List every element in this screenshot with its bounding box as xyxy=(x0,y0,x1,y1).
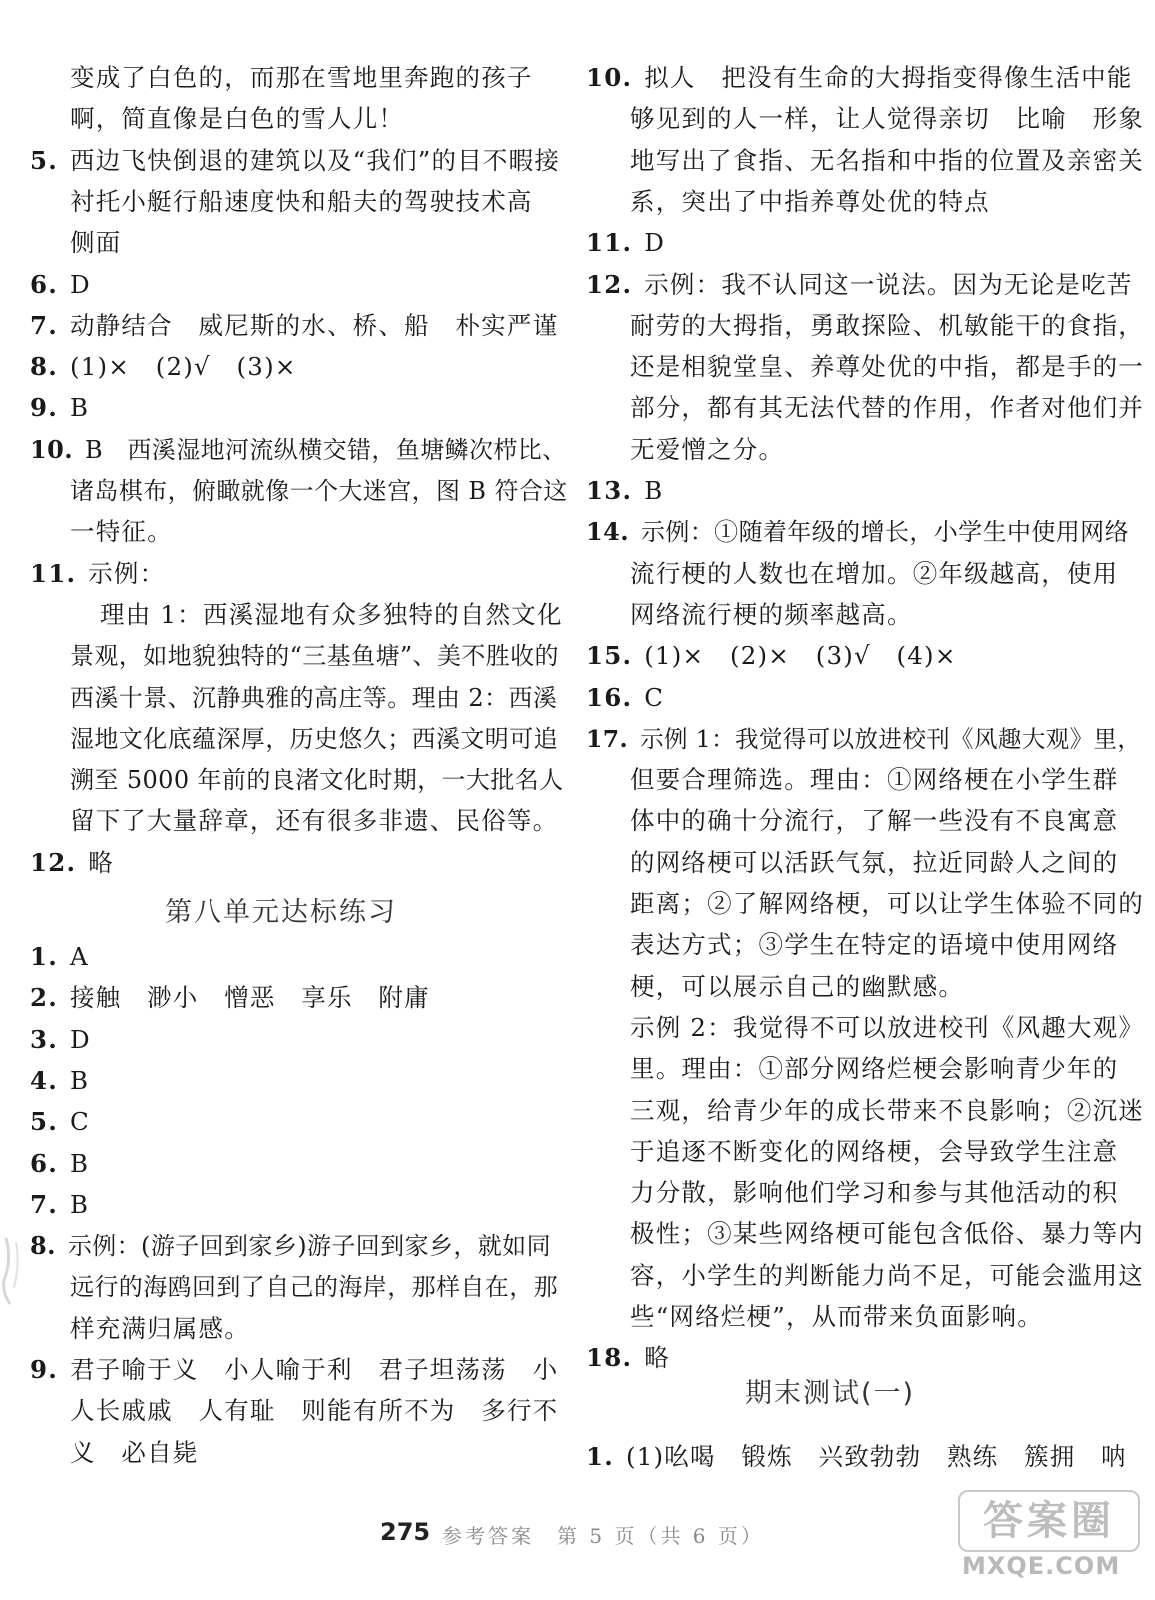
answer-text: 梗，可以展示自己的幽默感。 xyxy=(630,971,965,1001)
question-number: 8. xyxy=(30,1231,56,1261)
answer-line xyxy=(586,1437,1127,1477)
answer-line xyxy=(70,801,558,841)
answer-line xyxy=(70,1391,558,1431)
answer-line xyxy=(70,1267,558,1307)
answer-line xyxy=(30,1102,90,1142)
answer-line xyxy=(30,347,297,387)
answer-text: B xyxy=(69,1189,90,1219)
answer-line xyxy=(630,595,913,635)
answer-line xyxy=(70,512,173,552)
answer-line xyxy=(630,141,1144,181)
answer-line xyxy=(630,1214,1144,1254)
answer-text: 些“网络烂梗”，从而带来负面影响。 xyxy=(630,1302,1043,1331)
answer-line xyxy=(630,1091,1144,1131)
question-number: 18. xyxy=(586,1343,633,1373)
answer-text: 远行的海鸥回到了自己的海岸，那样自在，那 xyxy=(70,1273,558,1302)
answer-line xyxy=(70,99,404,139)
question-number: 7. xyxy=(30,1189,58,1219)
answer-text: 的网络梗可以活跃气氛，拉近同龄人之间的 xyxy=(630,847,1119,877)
question-number: 3. xyxy=(30,1024,58,1054)
answer-text: 三观，给青少年的成长带来不良影响；②沉迷 xyxy=(630,1095,1144,1125)
answer-line xyxy=(70,1309,250,1349)
answer-text: B xyxy=(69,1065,90,1095)
answer-line xyxy=(630,1256,1144,1296)
question-number: 15. xyxy=(586,641,633,671)
answer-text: C xyxy=(644,682,665,712)
answer-line xyxy=(586,223,665,263)
answer-text: 君子喻于义 小人喻于利 君子坦荡荡 小 xyxy=(69,1355,559,1384)
answer-line xyxy=(30,843,114,883)
answer-text: 示例：①随着年级的增长，小学生中使用网络 xyxy=(640,518,1129,547)
question-number: 9. xyxy=(30,393,58,423)
answer-line xyxy=(630,843,1118,883)
answer-line xyxy=(586,58,1133,98)
answer-text: 变成了白色的，而那在雪地里奔跑的孩子 xyxy=(70,63,533,92)
answer-line xyxy=(630,99,1144,139)
answer-text: 耐劳的大拇指，勇敢探险、机敏能干的食指， xyxy=(630,310,1144,340)
answer-line xyxy=(30,1020,91,1060)
answer-text: 于追逐不断变化的网络梗，会导致学生注意 xyxy=(630,1136,1119,1166)
answer-line xyxy=(30,937,89,977)
answer-text: 略 xyxy=(644,1343,670,1373)
answer-line xyxy=(100,595,563,635)
answer-text: 义 必自毙 xyxy=(70,1437,199,1467)
answer-line xyxy=(630,182,990,222)
answer-line xyxy=(70,182,533,222)
answer-text: 距离；②了解网络梗，可以让学生体验不同的 xyxy=(630,889,1144,918)
answer-text: 西溪十景、沉静典雅的高庄等。理由 2：西溪 xyxy=(70,683,558,712)
answer-line xyxy=(630,1297,1043,1337)
question-number: 6. xyxy=(30,1148,58,1178)
answer-line xyxy=(30,388,89,428)
answer-text: 体中的确十分流行，了解一些没有不良寓意 xyxy=(630,806,1119,836)
question-number: 7. xyxy=(30,310,58,340)
answer-line xyxy=(70,678,557,718)
answer-line xyxy=(586,512,1129,552)
answer-text: 湿地文化底蕴深厚，历史悠久；西溪文明可追 xyxy=(70,724,558,753)
question-number: 5. xyxy=(30,1107,58,1137)
question-number: 10. xyxy=(586,63,633,92)
footer-caption: 参考答案 第 5 页（共 6 页） xyxy=(442,1524,764,1548)
answer-text: 留下了大量辞章，还有很多非遗、民俗等。 xyxy=(70,806,559,836)
question-number: 4. xyxy=(30,1065,58,1095)
answer-text: 够见到的人一样，让人觉得亲切 比喻 形象 xyxy=(630,104,1144,134)
question-number: 11. xyxy=(586,228,633,258)
answer-line xyxy=(30,141,560,181)
watermark-url: MXQE.COM xyxy=(962,1552,1121,1580)
answer-text: B xyxy=(69,393,90,423)
answer-line xyxy=(70,58,533,98)
answer-line xyxy=(630,967,964,1007)
answer-text: 容，小学生的判断能力尚不足，可能会滥用这 xyxy=(630,1260,1144,1290)
answer-text: 侧面 xyxy=(70,228,122,258)
answer-line xyxy=(586,471,663,511)
answer-text: D xyxy=(69,1024,91,1054)
answer-line xyxy=(630,925,1118,965)
answer-text: (1)吆喝 锻炼 兴致勃勃 熟练 簇拥 呐 xyxy=(625,1442,1127,1471)
answer-text: D xyxy=(69,269,91,299)
answer-line xyxy=(30,306,558,346)
answer-line xyxy=(70,1433,199,1473)
answer-line xyxy=(30,554,165,594)
answer-line xyxy=(30,978,430,1018)
answer-text: 网络流行梗的频率越高。 xyxy=(630,599,913,629)
answer-text: 无爱憎之分。 xyxy=(630,434,785,464)
answer-line xyxy=(30,1144,89,1184)
answer-text: 但要合理筛选。理由：①网络梗在小学生群 xyxy=(630,765,1119,795)
answer-text: 流行梗的人数也在增加。②年级越高，使用 xyxy=(630,558,1119,588)
answer-line xyxy=(30,265,91,305)
question-number: 14. xyxy=(586,517,629,547)
answer-text: 人长戚戚 人有耻 则能有所不为 多行不 xyxy=(70,1396,559,1426)
answer-line xyxy=(30,430,567,470)
watermark-logo: 答案圈 xyxy=(958,1490,1140,1552)
answer-line xyxy=(630,1049,1118,1089)
answer-text: 地写出了食指、无名指和中指的位置及亲密关 xyxy=(630,145,1144,175)
answer-line xyxy=(30,1185,89,1225)
answer-line xyxy=(630,1008,1144,1048)
answer-line xyxy=(586,719,1141,759)
question-number: 1. xyxy=(30,942,58,971)
answer-text: (1)× (2)√ (3)× xyxy=(69,352,297,382)
answer-text: 示例：我不认同这一说法。因为无论是吃苦 xyxy=(644,269,1133,299)
answer-text: 还是相貌堂皇、养尊处优的中指，都是手的一 xyxy=(630,352,1144,382)
answer-text: 衬托小艇行船速度快和船夫的驾驶技术高 xyxy=(70,186,533,216)
answer-text: 示例：(游子回到家乡)游子回到家乡，就如同 xyxy=(67,1232,551,1261)
answer-text: 示例： xyxy=(88,558,166,588)
answer-text: D xyxy=(644,228,666,258)
answer-line xyxy=(586,678,664,718)
answer-text: 接触 渺小 憎恶 享乐 附庸 xyxy=(69,983,430,1013)
answer-line xyxy=(30,1061,89,1101)
answer-text: 诸岛棋布，俯瞰就像一个大迷宫，图 B 符合这 xyxy=(70,477,568,505)
answer-text: 力分散，影响他们学习和参与其他活动的积 xyxy=(630,1178,1119,1208)
answer-line xyxy=(630,801,1118,841)
answer-text: 部分，都有其无法代替的作用，作者对他们并 xyxy=(630,393,1144,423)
question-number: 1. xyxy=(586,1442,614,1471)
question-number: 11. xyxy=(30,558,77,588)
question-number: 9. xyxy=(30,1355,58,1384)
answer-text: 表达方式；③学生在特定的语境中使用网络 xyxy=(630,930,1119,960)
answer-text: B xyxy=(69,1148,90,1178)
question-number: 8. xyxy=(30,352,58,382)
answer-line xyxy=(586,265,1133,305)
section-heading-unit-8: 第八单元达标练习 xyxy=(165,897,397,928)
question-number: 12. xyxy=(586,269,633,299)
answer-line xyxy=(70,719,558,759)
answer-text: 略 xyxy=(88,847,114,877)
answer-text: 一特征。 xyxy=(70,517,173,547)
question-number: 17. xyxy=(586,724,629,753)
answer-line xyxy=(630,1173,1118,1213)
answer-text: 溯至 5000 年前的良渚文化时期，一大批名人 xyxy=(70,766,564,795)
answer-text: A xyxy=(69,942,89,971)
answer-line xyxy=(630,760,1118,800)
answer-line xyxy=(630,347,1144,387)
answer-line xyxy=(586,636,957,676)
answer-line xyxy=(630,306,1144,346)
answer-text: 理由 1：西溪湿地有众多独特的自然文化 xyxy=(100,599,563,629)
answer-text: 样充满归属感。 xyxy=(70,1313,250,1343)
answer-line xyxy=(70,223,121,263)
answer-text: 西边飞快倒退的建筑以及“我们”的目不暇接 xyxy=(69,145,561,175)
answer-text: 啊，简直像是白色的雪人儿！ xyxy=(70,104,405,134)
answer-line xyxy=(630,1132,1118,1172)
question-number: 5. xyxy=(30,145,58,175)
answer-line xyxy=(630,430,784,470)
answer-text: 示例 2：我觉得不可以放进校刊《风趣大观》 xyxy=(630,1012,1145,1042)
question-number: 16. xyxy=(586,682,633,712)
answer-line xyxy=(70,471,568,511)
page-number: 275 xyxy=(380,1518,431,1546)
answer-line xyxy=(630,388,1144,428)
answer-text: C xyxy=(69,1107,90,1137)
answer-line xyxy=(30,1350,558,1390)
question-number: 2. xyxy=(30,983,58,1013)
watermark xyxy=(958,1490,1138,1590)
question-number: 13. xyxy=(586,476,633,505)
answer-text: 系，突出了中指养尊处优的特点 xyxy=(630,186,990,216)
page-smudge xyxy=(0,1230,30,1310)
answer-text: 动静结合 威尼斯的水、桥、船 朴实严谨 xyxy=(69,310,559,340)
answer-line xyxy=(70,760,564,800)
answer-line xyxy=(586,1338,670,1378)
question-number: 12. xyxy=(30,847,77,877)
answer-line xyxy=(30,1226,551,1266)
section-heading-final-test: 期末测试(一) xyxy=(745,1378,916,1409)
answer-line xyxy=(70,636,559,676)
answer-text: 里。理由：①部分网络烂梗会影响青少年的 xyxy=(630,1054,1119,1084)
answer-text: B xyxy=(644,476,664,505)
answer-text: 示例 1：我觉得可以放进校刊《风趣大观》里， xyxy=(640,724,1142,753)
question-number: 10. xyxy=(30,434,73,464)
answer-line xyxy=(630,884,1144,924)
answer-text: 景观，如地貌独特的“三基鱼塘”、美不胜收的 xyxy=(70,642,559,671)
answer-line xyxy=(630,554,1118,594)
answer-text: (1)× (2)× (3)√ (4)× xyxy=(644,641,957,671)
answer-text: 极性；③某些网络梗可能包含低俗、暴力等内 xyxy=(630,1219,1144,1249)
question-number: 6. xyxy=(30,269,58,299)
answer-text: B 西溪湿地河流纵横交错，鱼塘鳞次栉比、 xyxy=(84,435,567,464)
answer-text: 拟人 把没有生命的大拇指变得像生活中能 xyxy=(644,63,1133,92)
